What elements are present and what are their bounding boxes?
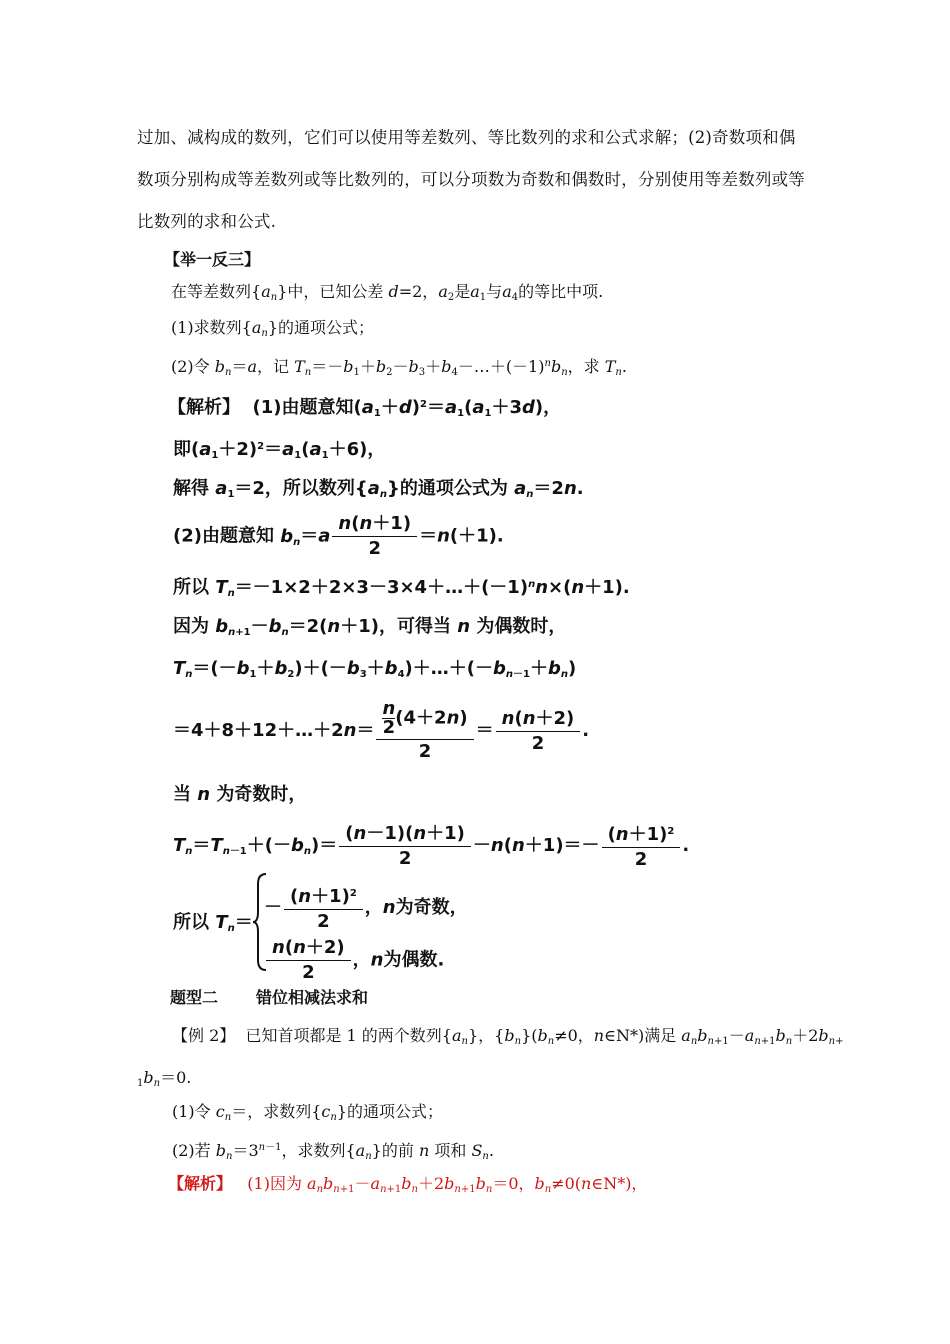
solution-1-line-5: 所以 $T_n=-1\times 2+2\times 3-3\times 4+\dots+(-1)^nn\times(n+1)$. <box>173 577 630 599</box>
intro-line-2: 数项分别构成等差数列或等比数列的，可以分项数为奇数和偶数时，分别使用等差数列或等 <box>137 170 805 189</box>
solution-1-line-6: 因为 $b_{n+1}-b_n=2(n+1)$，可得当 n 为偶数时， <box>173 616 567 638</box>
solution-1-line-2: 即$(a_1+2)^2=a_1(a_1+6)$， <box>173 439 386 461</box>
example-2-question-1: (1)令 $c_n=$，求数列$\{c_n\}$的通项公式； <box>172 1102 443 1123</box>
fraction: $\frac{(n-1)(n+1)}{2}$ <box>339 824 471 869</box>
section-type-title: 错位相减法求和 <box>256 988 369 1007</box>
fraction: $\frac{n}{2}$ (4＋2n) 2 <box>376 700 473 762</box>
solution-1-line-9: 当 n 为奇数时， <box>173 784 307 805</box>
example-question-1: (1)求数列$\{a_n\}$的通项公式； <box>171 318 375 339</box>
example-2-line-2: $_1b_n=0$. <box>137 1068 192 1089</box>
piecewise-case-odd: － $\frac{(n+1)^2}{2}$ ，n为奇数， <box>264 886 468 932</box>
example-heading: 【举一反三】 <box>164 250 261 269</box>
fraction: $\frac{(n+1)^2}{2}$ <box>284 884 363 932</box>
solution-1-line-4: (2)由题意知 $b_n=a$ $\frac{n(n+1)}{2}$ ＝n(＋1). <box>173 513 504 559</box>
example-2-label: 【例 2】 <box>172 1026 236 1045</box>
solution-1-line-7: $T_n=(-b_1+b_2)+(-b_3+b_4)+\dots+(-b_{n-1}+b_n)$ <box>173 658 577 680</box>
piecewise-case-even: $\frac{n(n+2)}{2}$ ，n为偶数. <box>264 938 444 983</box>
section-type-label: 题型二 <box>170 988 219 1007</box>
example-question-2: (2)令 $b_n=a$，记 $T_n=-b_1+b_2-b_3+b_4-\dots+(-1)^nb_n$，求 $T_n$. <box>171 357 627 378</box>
fraction: $\frac{(n+1)^2}{2}$ <box>602 822 681 870</box>
solution-1-line-1: 【解析】 (1)由题意知$(a_1+d)^2=a_1(a_1+3d)$， <box>168 397 562 419</box>
solution-1-line-8: ＝4＋8＋12＋…＋2n＝ $\frac{n}{2}$ (4＋2n) 2 ＝ $\frac{n(n+2)}{2}$ . <box>173 698 590 762</box>
intro-line-3: 比数列的求和公式. <box>137 212 277 231</box>
solution-2-line-1: 【解析】 (1)因为 $a_nb_{n+1}-a_{n+1}b_n+2b_{n+1}b_n=0$，$b_n\ne 0(n\in N*)$， <box>168 1174 648 1195</box>
intro-line-1: 过加、减构成的数列，它们可以使用等差数列、等比数列的求和公式求解；(2)奇数项和偶 <box>137 128 796 147</box>
example-2-question-2: (2)若 $b_n=3^{n-1}$，求数列$\{a_n\}$的前 n 项和 $S_n$. <box>172 1141 494 1162</box>
solution-1-line-3: 解得 $a_1=2$，所以数列$\{a_n\}$的通项公式为 $a_n=2n$. <box>173 478 584 500</box>
fraction: $\frac{n(n+1)}{2}$ <box>332 514 417 559</box>
example-stem: 在等差数列$\{a_n\}$中，已知公差 d=2，$a_2$是$a_1$与$a_4$的等比中项. <box>171 282 604 303</box>
fraction: $\frac{n(n+2)}{2}$ <box>266 938 351 983</box>
example-2-line-1: 【例 2】 已知首项都是 1 的两个数列$\{a_n\}$，$\{b_n\}(b_n\ne 0$，n∈N*)满足 $a_nb_{n+1}-a_{n+1}b_n+2b_{n+}$ <box>172 1026 844 1047</box>
solution-1-line-11: 所以 $T_n=$ <box>173 912 253 934</box>
solution-label: 【解析】 <box>168 397 240 418</box>
solution-1-line-10: $T_n=T_{n-1}+(-b_n)=$ $\frac{(n-1)(n+1)}{2}$ －n(n＋1)＝－ $\frac{(n+1)^2}{2}$ . <box>173 822 690 870</box>
fraction: $\frac{n(n+2)}{2}$ <box>496 709 581 754</box>
solution-2-label: 【解析】 <box>168 1174 233 1193</box>
